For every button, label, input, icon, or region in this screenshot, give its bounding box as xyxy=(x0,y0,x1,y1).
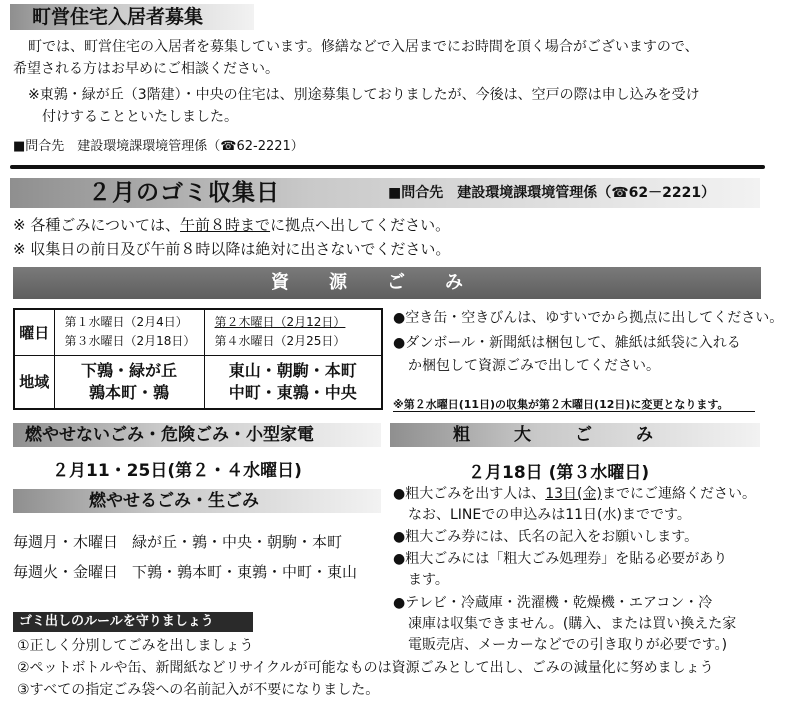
oversized-bullet-4-line3: 電販売店、メーカーなどでの引き取りが必要です。) xyxy=(408,637,728,653)
oversized-date: ２月18日 (第３水曜日) xyxy=(468,463,650,483)
col-b-areas xyxy=(204,355,382,409)
resource-header: 資源ごみ xyxy=(13,267,761,299)
day-label: 曜日 xyxy=(14,309,54,355)
garbage-title: ２月のゴミ収集日 xyxy=(88,180,280,206)
resource-bullet-2-line1: ●ダンボール・新聞紙は梱包して、雑紙は紙袋に入れる xyxy=(393,335,741,351)
oversized-header: 粗大ごみ xyxy=(390,423,760,447)
garbage-note-1 xyxy=(13,214,450,236)
burnable-row-2 xyxy=(13,559,357,585)
burnable-row-1 xyxy=(13,529,342,555)
resource-schedule-table xyxy=(13,308,383,410)
table-row xyxy=(14,355,382,409)
col-a-area1: 下鶉・緑が丘 xyxy=(80,360,177,380)
burnable-row2-areas: 下鶉・鶉本町・東鶉・中町・東山 xyxy=(132,563,358,581)
area-label: 地域 xyxy=(14,355,54,409)
resource-bullet-1: ●空き缶・空きびんは、ゆすいでから拠点に出してください。 xyxy=(393,310,784,326)
oversized-bullet-3-line2: ます。 xyxy=(408,572,449,588)
change-note-underline xyxy=(393,411,755,412)
oversized-bullet-1-line1 xyxy=(393,483,756,505)
garbage-contact: ■問合先 建設環境課環境管理係（☎62－2221） xyxy=(388,185,716,201)
resource-change-note: ※第２水曜日(11日)の収集が第２木曜日(12日)に変更となります。 xyxy=(393,398,729,411)
note1-text-underlined: 午前８時まで xyxy=(180,216,271,234)
col-a-area2: 鶉本町・鶉 xyxy=(88,382,169,402)
garbage-note-2: ※ 収集日の前日及び午前８時以降は絶対に出さないでください。 xyxy=(13,240,451,258)
housing-para1-line2: 希望される方はお早めにご相談ください。 xyxy=(13,61,279,77)
oversized-bullet-3-line1: ●粗大ごみには「粗大ごみ処理券」を貼る必要があり xyxy=(393,551,728,567)
note1-text-post: に拠点へ出してください。 xyxy=(270,216,451,234)
burnable-row2-days: 毎週火・金曜日 xyxy=(13,563,119,581)
oversized-bullet-2: ●粗大ごみ券には、氏名の記入をお願いします。 xyxy=(393,529,699,545)
rule-2: ②ペットボトルや缶、新聞紙などリサイクルが可能なものは資源ごみとして出し、ごみの減量化に努めましょう xyxy=(17,660,714,676)
col-a-day2: 第３水曜日（2月18日） xyxy=(64,334,196,349)
b1-post: までにご連絡ください。 xyxy=(601,486,756,502)
section-divider xyxy=(10,165,765,169)
burnable-row1-days: 毎週月・木曜日 xyxy=(13,533,119,551)
housing-contact: ■問合先 建設環境課環境管理係（☎62-2221） xyxy=(13,139,304,154)
col-b-days xyxy=(204,309,382,355)
oversized-bullet-4-line1: ●テレビ・冷蔵庫・洗濯機・乾燥機・エアコン・冷 xyxy=(393,595,713,611)
rules-header: ゴミ出しのルールを守りましょう xyxy=(13,612,253,632)
garbage-title-bar xyxy=(10,178,760,208)
housing-para1-line1: 町では、町営住宅の入居者を募集しています。修繕などで入居までにお時間を頂く場合がございますので、 xyxy=(28,39,699,55)
nonburnable-header: 燃やせないごみ・危険ごみ・小型家電 xyxy=(13,423,381,447)
b1-pre: ●粗大ごみを出す人は、 xyxy=(393,486,546,502)
oversized-bullet-1-line2: なお、LINEでの申込みは11日(水)までです。 xyxy=(408,507,691,523)
col-a-days xyxy=(54,309,204,355)
rule-1: ①正しく分別してごみを出しましょう xyxy=(17,638,254,654)
note1-text-pre: ※ 各種ごみについては、 xyxy=(13,216,181,234)
burnable-header: 燃やせるごみ・生ごみ xyxy=(13,489,381,513)
rule-3: ③すべての指定ごみ袋への名前記入が不要になりました。 xyxy=(17,682,380,698)
nonburnable-date: ２月11・25日(第２・４水曜日) xyxy=(52,461,302,481)
table-row xyxy=(14,309,382,355)
col-b-day1: 第２木曜日（2月12日） xyxy=(214,315,346,330)
col-a-areas xyxy=(54,355,204,409)
col-b-area1: 東山・朝駒・本町 xyxy=(228,360,357,380)
housing-para2-line2: 付けすることといたしました。 xyxy=(42,109,238,125)
resource-bullet-2-line2: か梱包して資源ごみで出してください。 xyxy=(408,358,660,374)
housing-para2-line1: ※東鶉・緑が丘（3階建）・中央の住宅は、別途募集しておりましたが、今後は、空戸の際は申し込みを受け xyxy=(28,87,700,103)
col-a-day1: 第１水曜日（2月4日） xyxy=(64,315,188,330)
burnable-row1-areas: 緑が丘・鶉・中央・朝駒・本町 xyxy=(132,533,343,551)
b1-deadline: 13日(金) xyxy=(545,486,602,502)
col-b-day2: 第４水曜日（2月25日） xyxy=(214,334,346,349)
oversized-bullet-4-line2: 凍庫は収集できません。(購入、または買い換えた家 xyxy=(408,616,737,632)
housing-title: 町営住宅入居者募集 xyxy=(10,4,254,30)
col-b-area2: 中町・東鶉・中央 xyxy=(228,382,357,402)
